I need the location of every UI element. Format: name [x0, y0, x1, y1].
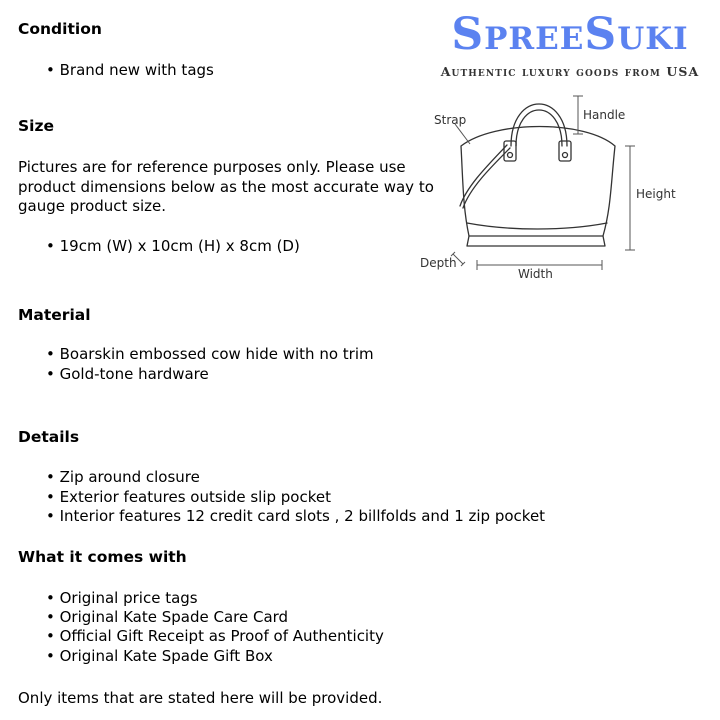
condition-heading: Condition [18, 20, 102, 38]
list-item: • Official Gift Receipt as Proof of Authenticity [46, 627, 384, 647]
list-item: • 19cm (W) x 10cm (H) x 8cm (D) [46, 237, 300, 257]
size-paragraph-line: gauge product size. [18, 197, 167, 215]
list-item: • Zip around closure [46, 468, 200, 488]
list-item: • Brand new with tags [46, 61, 214, 81]
size-paragraph-line: product dimensions below as the most accurate way to [18, 178, 434, 196]
footer-note: Only items that are stated here will be provided. [18, 689, 383, 707]
bag-dimensions-diagram [415, 88, 715, 288]
depth-label: Depth [420, 256, 457, 270]
list-item: • Exterior features outside slip pocket [46, 488, 331, 508]
list-item: • Interior features 12 credit card slots , 2 billfolds and 1 zip pocket [46, 507, 545, 527]
size-paragraph-line: Pictures are for reference purposes only. Please use [18, 158, 406, 176]
list-item: • Original price tags [46, 589, 198, 609]
bag-body-shape [461, 127, 615, 237]
list-item: • Original Kate Spade Care Card [46, 608, 288, 628]
material-heading: Material [18, 306, 91, 324]
list-item: • Boarskin embossed cow hide with no trim [46, 345, 374, 365]
comes-with-heading: What it comes with [18, 548, 187, 566]
handle-label: Handle [583, 108, 626, 122]
height-label: Height [636, 187, 676, 201]
bag-strap-shape [463, 148, 510, 208]
brand-tagline: Authentic luxury goods from USA [440, 64, 700, 79]
list-item: • Gold-tone hardware [46, 365, 209, 385]
details-heading: Details [18, 428, 80, 446]
width-label: Width [518, 267, 553, 281]
strap-label: Strap [434, 113, 467, 127]
brand-logo: SpreeSuki [451, 9, 689, 60]
list-item: • Original Kate Spade Gift Box [46, 647, 273, 667]
size-heading: Size [18, 117, 55, 135]
